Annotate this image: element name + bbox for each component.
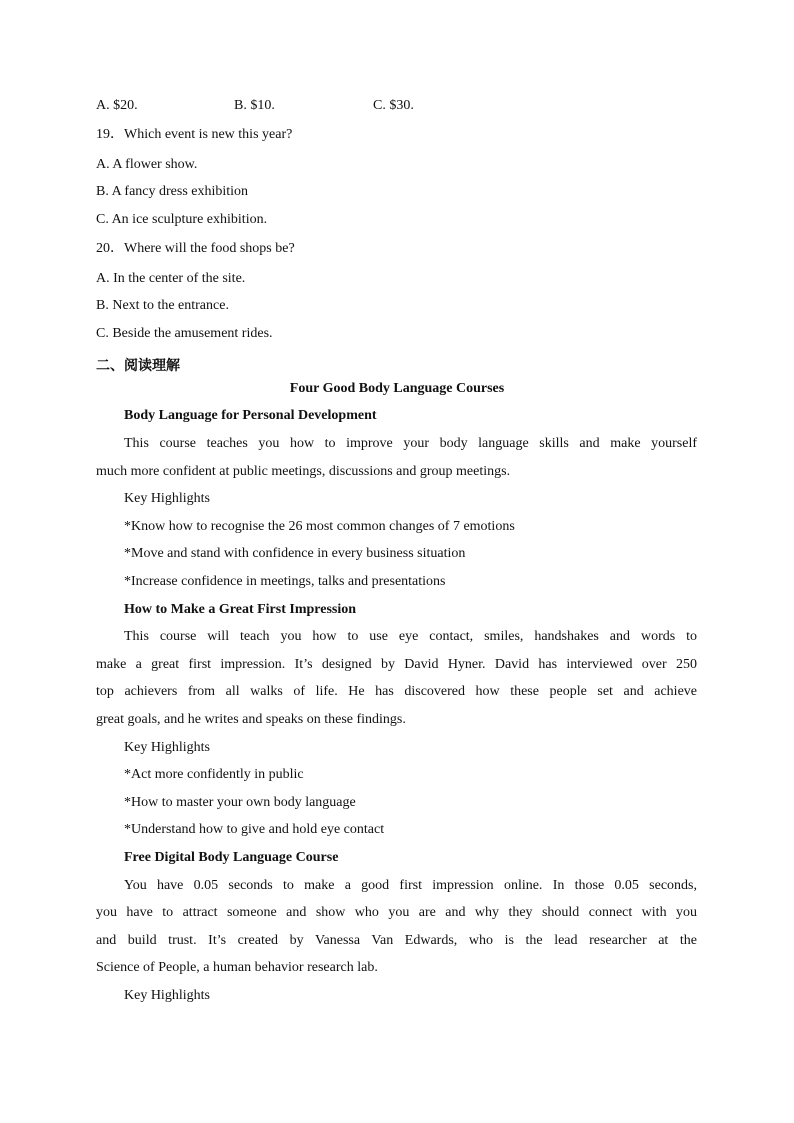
q18-option-b: B. $10. <box>234 98 275 113</box>
course-1-paragraph-line-2: much more confident at public meetings, discussions and group meetings. <box>96 464 511 479</box>
course-3-paragraph-line-1: You have 0.05 seconds to make a good first impression online. In those 0.05 seconds, <box>124 878 697 893</box>
course-2-highlight-1: *Act more confidently in public <box>124 767 304 782</box>
course-2-paragraph-line-2: make a great first impression. It’s designed by David Hyner. David has interviewed over 250 <box>96 657 697 672</box>
course-2-paragraph-line-1: This course will teach you how to use eye contact, smiles, handshakes and words to <box>124 629 697 644</box>
course-1-highlight-1: *Know how to recognise the 26 most common changes of 7 emotions <box>124 519 515 534</box>
q20-question: 20．Where will the food shops be? <box>96 241 295 256</box>
course-3-paragraph-line-2: you have to attract someone and show who you are and why they should connect with you <box>96 905 697 920</box>
course-2-title: How to Make a Great First Impression <box>124 602 357 617</box>
q19-question: 19．Which event is new this year? <box>96 127 293 142</box>
course-3-highlights-label: Key Highlights <box>124 988 210 1003</box>
q19-option-c: C. An ice sculpture exhibition. <box>96 212 268 227</box>
course-1-highlights-label: Key Highlights <box>124 491 210 506</box>
course-1-highlight-3: *Increase confidence in meetings, talks and presentations <box>124 574 446 589</box>
course-1-title: Body Language for Personal Development <box>124 408 377 423</box>
section-heading: 二、阅读理解 <box>96 358 180 374</box>
q20-option-a: A. In the center of the site. <box>96 271 246 286</box>
q20-option-c: C. Beside the amusement rides. <box>96 326 273 341</box>
course-2-paragraph-line-3: top achievers from all walks of life. He has discovered how these people set and achieve <box>96 684 697 699</box>
article-title: Four Good Body Language Courses <box>289 381 505 396</box>
course-1-paragraph-line-1: This course teaches you how to improve your body language skills and make yourself <box>124 436 697 451</box>
course-3-paragraph-line-4: Science of People, a human behavior research lab. <box>96 960 378 975</box>
q19-option-b: B. A fancy dress exhibition <box>96 184 249 199</box>
course-2-highlights-label: Key Highlights <box>124 740 210 755</box>
q18-option-c: C. $30. <box>373 98 414 113</box>
q18-option-a: A. $20. <box>96 98 138 113</box>
course-2-highlight-3: *Understand how to give and hold eye contact <box>124 822 385 837</box>
q20-option-b: B. Next to the entrance. <box>96 298 229 313</box>
course-3-title: Free Digital Body Language Course <box>124 850 339 865</box>
course-2-highlight-2: *How to master your own body language <box>124 795 356 810</box>
course-2-paragraph-line-4: great goals, and he writes and speaks on these findings. <box>96 712 406 727</box>
course-3-paragraph-line-3: and build trust. It’s created by Vanessa Van Edwards, who is the lead researcher at the <box>96 933 697 948</box>
course-1-highlight-2: *Move and stand with confidence in every business situation <box>124 546 466 561</box>
q19-option-a: A. A flower show. <box>96 157 198 172</box>
